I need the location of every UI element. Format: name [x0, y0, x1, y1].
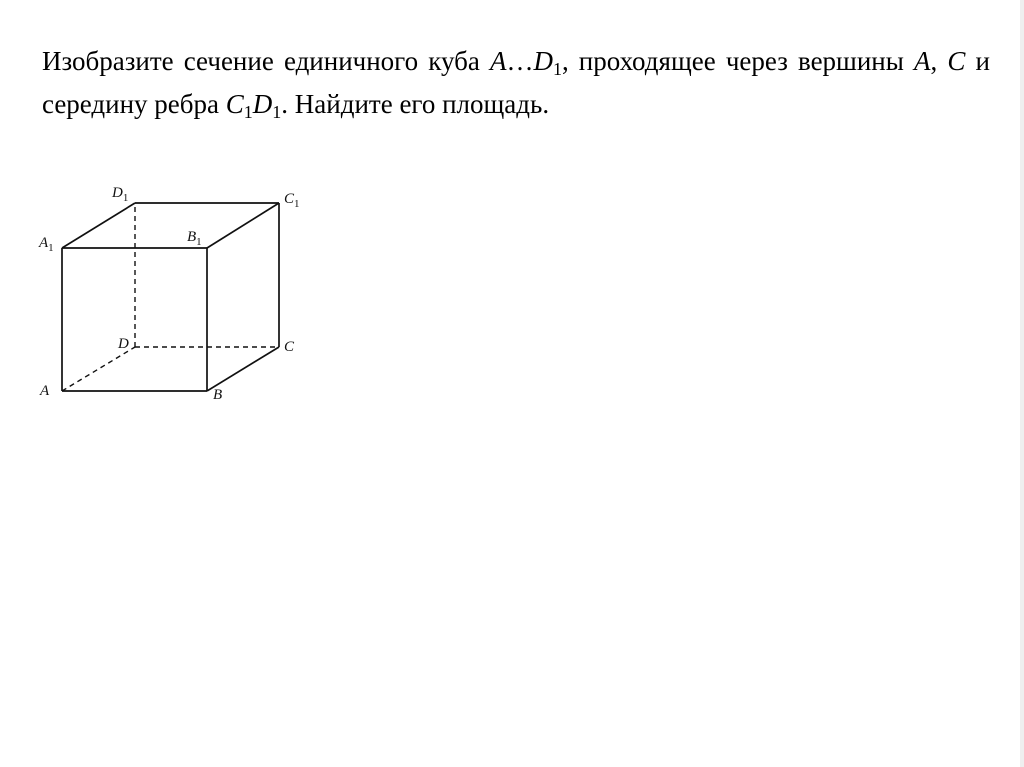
cube-to-label: D — [533, 46, 553, 76]
vertex-a-label: A — [914, 46, 931, 76]
vertex-c-label: C — [947, 46, 966, 76]
vertex-label-d1: $D_1$ — [112, 185, 129, 204]
slide-right-edge — [1020, 0, 1024, 767]
edge-b-c — [207, 347, 279, 391]
problem-outro: . Найдите его площадь. — [281, 89, 550, 119]
vertex-label-b: B — [213, 387, 223, 403]
vertex-label-a: A — [40, 383, 50, 399]
cube-diagram — [30, 175, 330, 415]
cube-to-subscript: 1 — [552, 59, 562, 79]
vertex-label-d: D — [118, 336, 129, 352]
vertex-label-c: C — [284, 339, 295, 355]
edge-start-subscript: 1 — [243, 102, 253, 122]
edge-end-label: D — [252, 89, 273, 119]
problem-intro: Изобразите сечение единичного куба — [42, 46, 490, 76]
edge-start-label: C — [225, 89, 244, 119]
comma: , — [930, 46, 948, 76]
problem-mid2: и середину ребра — [42, 46, 990, 119]
cube-from-label: A — [489, 46, 507, 76]
ellipsis: … — [506, 46, 534, 76]
problem-statement — [42, 40, 990, 126]
edge-end-subscript: 1 — [272, 102, 282, 122]
edge-d1-a1 — [62, 203, 135, 248]
edge-a-d-hidden — [62, 347, 135, 391]
edge-b1-c1 — [207, 203, 279, 248]
vertex-label-b1: $B_1$ — [187, 229, 202, 248]
problem-mid1: , проходящее через вершины — [561, 46, 915, 76]
vertex-label-a1: $A_1$ — [39, 235, 54, 254]
vertex-label-c1: $C_1$ — [284, 191, 300, 210]
